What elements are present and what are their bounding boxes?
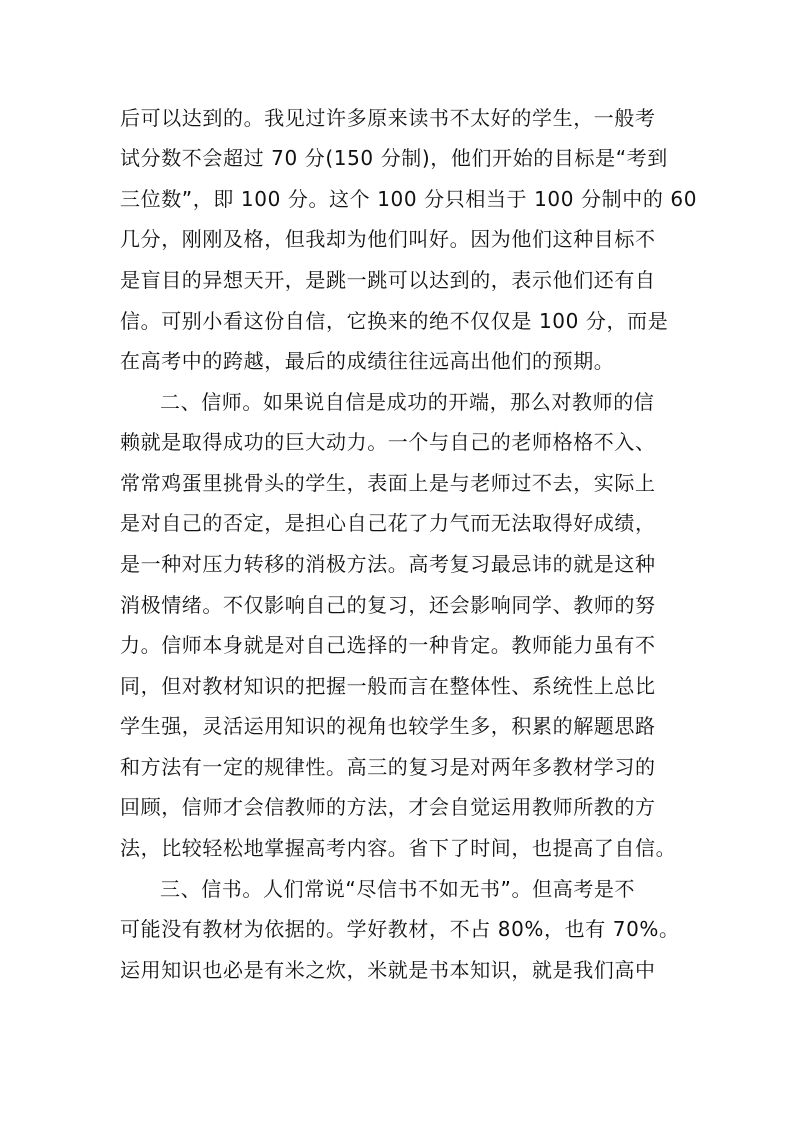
text-line: 是一种对压力转移的消极方法。高考复习最忌讳的就是这种 xyxy=(120,552,656,576)
text-line: 在高考中的跨越，最后的成绩往往远高出他们的预期。 xyxy=(120,349,615,373)
paragraph-heading-line: 三、信书。人们常说“尽信书不如无书”。但高考是不 xyxy=(160,877,636,901)
text-line: 运用知识也必是有米之炊，米就是书本知识，就是我们高中 xyxy=(120,958,656,982)
text-line: 试分数不会超过 70 分(150 分制)，他们开始的目标是“考到 xyxy=(120,146,668,170)
text-line: 赖就是取得成功的巨大动力。一个与自己的老师格格不入、 xyxy=(120,430,656,454)
text-line: 同，但对教材知识的把握一般而言在整体性、系统性上总比 xyxy=(120,674,656,698)
text-line: 信。可别小看这份自信，它换来的绝不仅仅是 100 分，而是 xyxy=(120,309,669,333)
text-line: 常常鸡蛋里挑骨头的学生，表面上是与老师过不去，实际上 xyxy=(120,471,656,495)
text-line: 三位数”，即 100 分。这个 100 分只相当于 100 分制中的 60 xyxy=(120,187,698,211)
text-line: 和方法有一定的规律性。高三的复习是对两年多教材学习的 xyxy=(120,755,656,779)
text-line: 几分，刚刚及格，但我却为他们叫好。因为他们这种目标不 xyxy=(120,227,656,251)
text-line: 后可以达到的。我见过许多原来读书不太好的学生，一般考 xyxy=(120,106,656,130)
text-line: 是盲目的异想天开，是跳一跳可以达到的，表示他们还有自 xyxy=(120,268,656,292)
text-line: 法，比较轻松地掌握高考内容。省下了时间，也提高了自信。 xyxy=(120,836,677,860)
text-line: 是对自己的否定，是担心自己花了力气而无法取得好成绩， xyxy=(120,511,656,535)
text-line: 学生强，灵活运用知识的视角也较学生多，积累的解题思路 xyxy=(120,714,656,738)
text-line: 可能没有教材为依据的。学好教材，不占 80%，也有 70%。 xyxy=(120,917,680,941)
text-line: 回顾，信师才会信教师的方法，才会自觉运用教师所教的方 xyxy=(120,795,656,819)
text-line: 消极情绪。不仅影响自己的复习，还会影响同学、教师的努 xyxy=(120,593,656,617)
paragraph-heading-line: 二、信师。如果说自信是成功的开端，那么对教师的信 xyxy=(160,390,655,414)
text-line: 力。信师本身就是对自己选择的一种肯定。教师能力虽有不 xyxy=(120,633,656,657)
